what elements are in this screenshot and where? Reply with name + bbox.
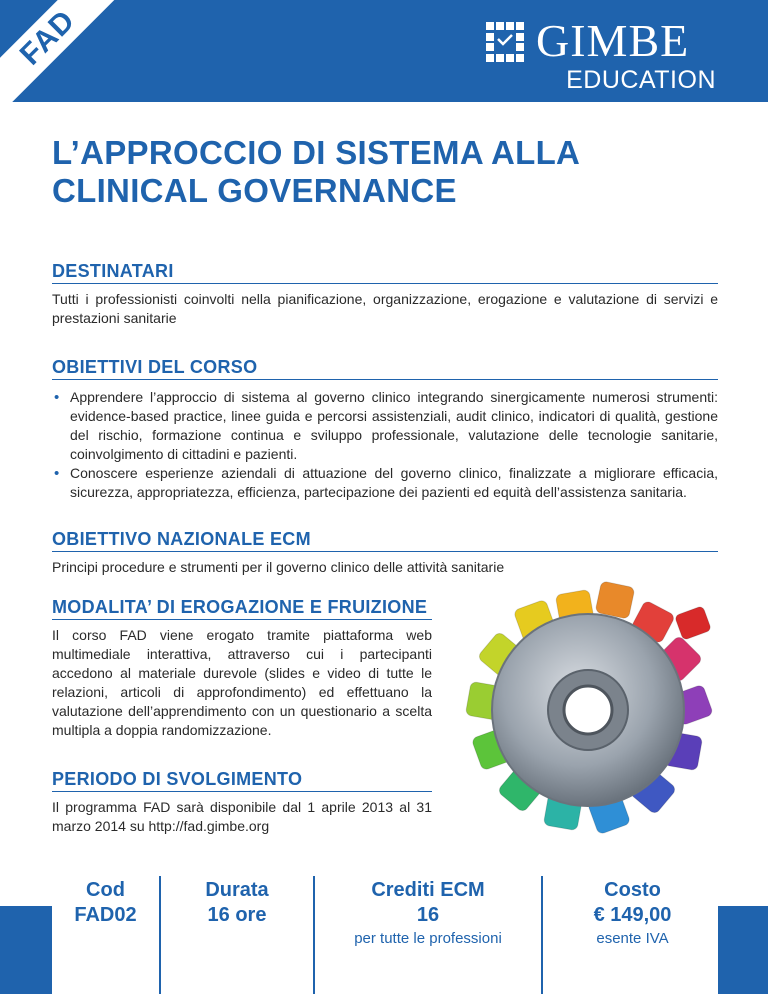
column-header: Costo bbox=[604, 879, 661, 901]
section-destinatari bbox=[52, 260, 718, 328]
info-column-crediti bbox=[315, 876, 543, 994]
section-heading: OBIETTIVO NAZIONALE ECM bbox=[52, 528, 718, 552]
course-info-table bbox=[52, 876, 718, 994]
page-title-line1: L’APPROCCIO DI SISTEMA ALLA bbox=[52, 134, 581, 171]
section-heading: DESTINATARI bbox=[52, 260, 718, 284]
column-note: esente IVA bbox=[596, 930, 669, 947]
column-value: 16 bbox=[416, 904, 440, 926]
gear-with-puzzle-pieces-icon bbox=[440, 570, 730, 850]
info-column-cod bbox=[52, 876, 161, 994]
column-value: 16 ore bbox=[207, 904, 267, 926]
page-title-line2: CLINICAL GOVERNANCE bbox=[52, 172, 457, 209]
section-text: Il programma FAD sarà disponibile dal 1 aprile 2013 al 31 marzo 2014 su http://fad.gimbe.org bbox=[52, 799, 432, 834]
page-title bbox=[52, 134, 692, 210]
fad-corner-ribbon bbox=[0, 0, 133, 123]
section-heading: OBIETTIVI DEL CORSO bbox=[52, 356, 718, 380]
list-item: • Apprendere l’approccio di sistema al governo clinico integrando sinergicamente numerosi strumenti: evidence-based practice, linee guida e percorsi assistenziali, audit clinico, indicatori di qualità, gestione del rischio, formazione continua e sviluppo professionale, valutazione delle tecnologie sanitarie, coinvolgimento di cittadini e pazienti. bbox=[52, 388, 718, 464]
objectives-list bbox=[52, 388, 718, 502]
section-text: Principi procedure e strumenti per il governo clinico delle attività sanitarie bbox=[52, 559, 505, 575]
header-band bbox=[0, 0, 768, 102]
column-header: Durata bbox=[205, 879, 269, 901]
column-value: € 149,00 bbox=[593, 904, 672, 926]
section-heading: MODALITA’ DI EROGAZIONE E FRUIZIONE bbox=[52, 596, 432, 620]
info-column-durata bbox=[161, 876, 315, 994]
gimbe-logo bbox=[486, 15, 716, 96]
column-header: Crediti ECM bbox=[371, 879, 485, 901]
section-modalita bbox=[52, 596, 432, 740]
checkmark-icon bbox=[496, 34, 514, 46]
column-header: Cod bbox=[86, 879, 125, 901]
column-note: per tutte le professioni bbox=[354, 930, 502, 947]
section-text: Tutti i professionisti coinvolti nella pianificazione, organizzazione, erogazione e valutazione di servizi e prestazioni sanitarie bbox=[52, 291, 718, 326]
fad-corner-label: FAD bbox=[13, 3, 82, 72]
logo-subtitle: EDUCATION bbox=[566, 66, 716, 94]
info-column-costo bbox=[543, 876, 722, 994]
section-obiettivi bbox=[52, 356, 718, 502]
section-heading: PERIODO DI SVOLGIMENTO bbox=[52, 768, 432, 792]
logo-name: GIMBE bbox=[536, 15, 690, 66]
column-value: FAD02 bbox=[74, 904, 137, 926]
section-text: Il corso FAD viene erogato tramite piattaforma web multimediale interattiva, attraverso cui i partecipanti accedono al materiale durevole (slides e video di tutte le relazioni, articoli di approfondimento) ed effettuano la valutazione dell’apprendimento con un questionario a scelta multipla a doppia randomizzazione. bbox=[52, 627, 432, 738]
section-periodo bbox=[52, 768, 432, 836]
list-item: • Conoscere esperienze aziendali di attuazione del governo clinico, finalizzate a migliorare efficacia, sicurezza, appropriatezza, efficienza, partecipazione dei pazienti ed equità dell’assistenza sanitaria. bbox=[52, 464, 718, 502]
